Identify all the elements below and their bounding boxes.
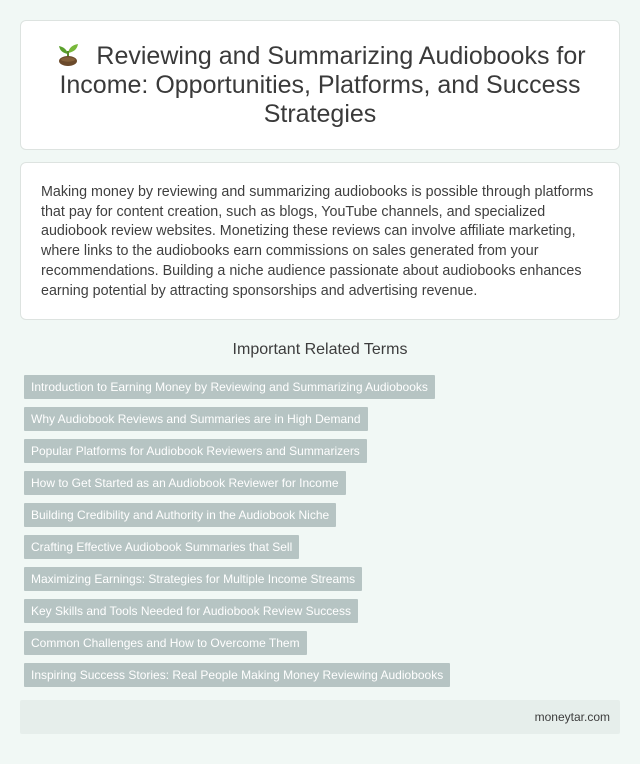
related-terms-heading: Important Related Terms bbox=[232, 341, 408, 358]
related-term-link[interactable]: Introduction to Earning Money by Reviewing and Summarizing Audiobooks bbox=[24, 375, 435, 399]
sprout-icon bbox=[54, 41, 82, 67]
intro-paragraph: Making money by reviewing and summarizing audiobooks is possible through platforms that pay for content creation, such as blogs, YouTube channels, and specialized audiobook review websites. Monetizing these reviews can involve affiliate marketing, where links to the audiobooks earn commissions on sales generated from your recommendations. Building a niche audience passionate about audiobooks enhances earning potential by attracting sponsorships and advertising revenue. bbox=[41, 184, 594, 299]
related-term-link[interactable]: Why Audiobook Reviews and Summaries are in High Demand bbox=[24, 407, 368, 431]
related-term-link[interactable]: Popular Platforms for Audiobook Reviewers and Summarizers bbox=[24, 439, 367, 463]
related-term-link[interactable]: Common Challenges and How to Overcome Them bbox=[24, 631, 307, 655]
related-terms-list bbox=[24, 375, 640, 687]
related-term-link[interactable]: Crafting Effective Audiobook Summaries that Sell bbox=[24, 535, 299, 559]
related-term-link[interactable]: Building Credibility and Authority in the Audiobook Niche bbox=[24, 503, 336, 527]
intro-card bbox=[20, 162, 620, 320]
title-text: Reviewing and Summarizing Audiobooks for Income: Opportunities, Platforms, and Success Strategies bbox=[59, 42, 586, 128]
related-term-link[interactable]: Maximizing Earnings: Strategies for Multiple Income Streams bbox=[24, 567, 362, 591]
footer-site-link[interactable]: moneytar.com bbox=[534, 710, 610, 724]
related-term-link[interactable]: How to Get Started as an Audiobook Reviewer for Income bbox=[24, 471, 346, 495]
footer-bar bbox=[20, 700, 620, 734]
related-term-link[interactable]: Key Skills and Tools Needed for Audiobook Review Success bbox=[24, 599, 358, 623]
title-card bbox=[20, 20, 620, 150]
page-title bbox=[51, 41, 589, 129]
related-term-link[interactable]: Inspiring Success Stories: Real People Making Money Reviewing Audiobooks bbox=[24, 663, 450, 687]
